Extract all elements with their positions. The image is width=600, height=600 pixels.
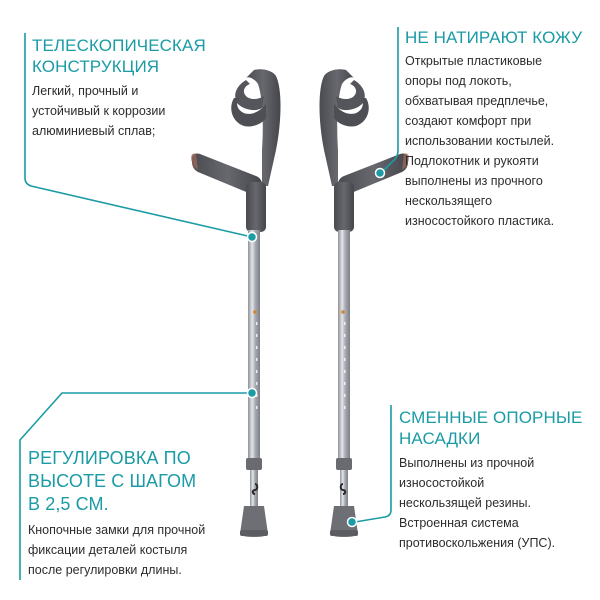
callout-dot-height [248,389,257,398]
callout-no-chafe [405,27,582,231]
callout-description: Выполнены из прочной износостойкой нескользящей резины. Встроенная система противоскольжения (УПС). [399,456,556,550]
callout-description: Открытые пластиковые опоры под локоть, обхватывая предплечье, создают комфорт при использовании костылей. Подлокотник и рукояти выполнены из прочного нескользящего износостойкого пластика. [405,54,555,228]
callout-dot-no-chafe [376,169,385,178]
callout-telescopic [32,35,206,141]
callout-title: ТЕЛЕСКОПИЧЕСКАЯ КОНСТРУКЦИЯ [32,36,206,76]
callout-height-adjust [28,447,205,580]
callout-line-tips [355,405,391,522]
callout-dot-telescopic [248,233,257,242]
callout-title: НЕ НАТИРАЮТ КОЖУ [405,28,583,47]
right-crutch-image [320,69,409,537]
callout-description: Кнопочные замки для прочной фиксации деталей костыля после регулировки длины. [28,523,206,577]
callout-description: Легкий, прочный и устойчивый к коррозии алюминиевый сплав; [32,84,166,138]
callout-line-no-chafe [382,27,398,172]
callout-title: РЕГУЛИРОВКА ПО ВЫСОТЕ С ШАГОМ В 2,5 СМ. [28,448,197,514]
callout-tips [399,407,582,553]
callout-title: СМЕННЫЕ ОПОРНЫЕ НАСАДКИ [399,408,583,448]
callout-dot-tips [348,518,357,527]
callout-dots [248,169,385,527]
